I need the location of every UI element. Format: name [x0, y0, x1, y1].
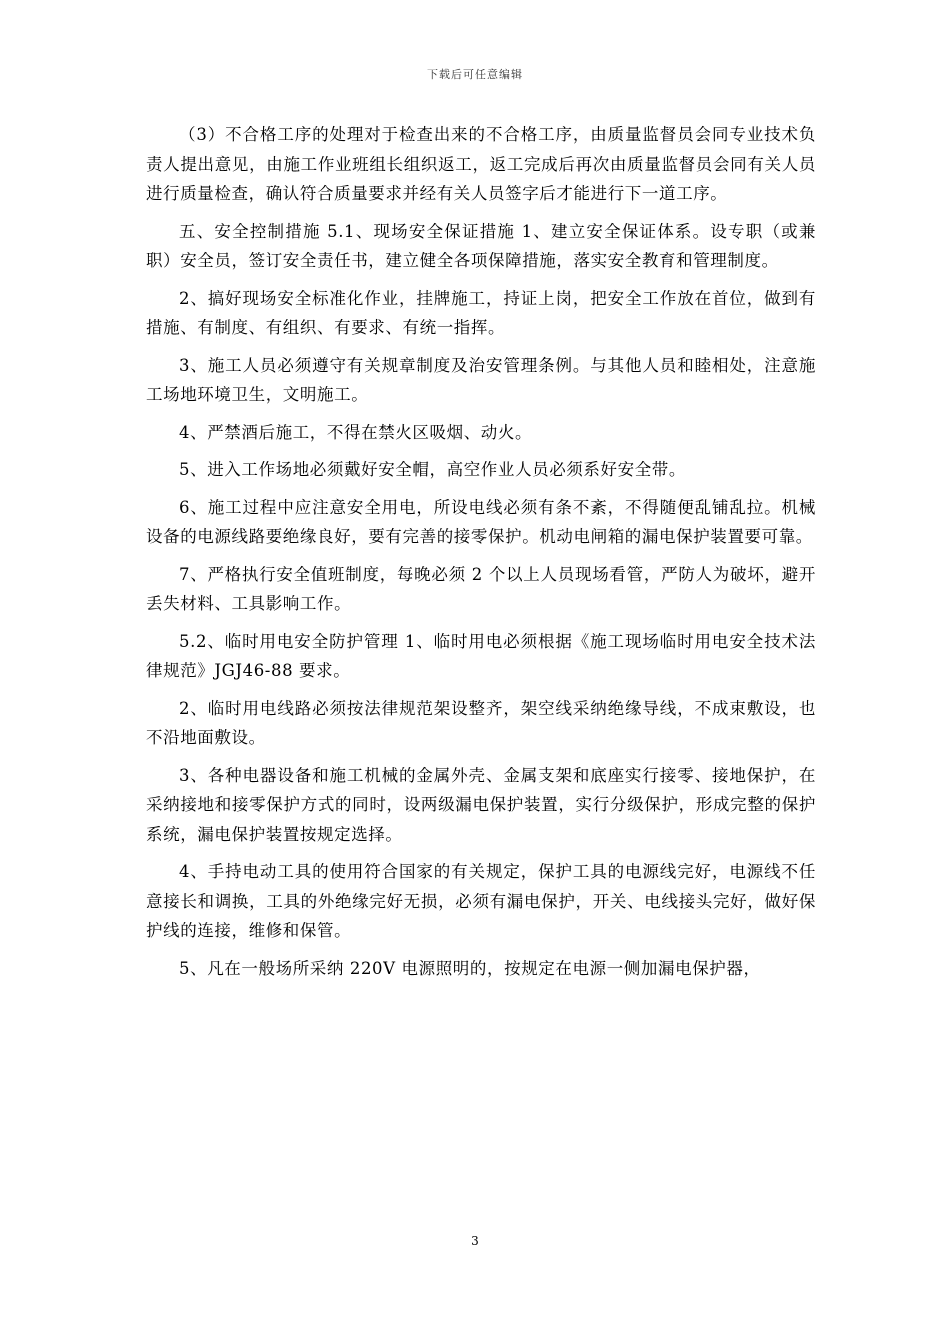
paragraph-temporary-power: 5.2、临时用电安全防护管理 1、临时用电必须根据《施工现场临时用电安全技术法律规范》JGJ46-88 要求。: [146, 631, 816, 680]
paragraph-grounding: 3、各种电器设备和施工机械的金属外壳、金属支架和底座实行接零、接地保护，在采纳接地和接零保护方式的同时，设两级漏电保护装置，实行分级保护，形成完整的保护系统，漏电保护装置按规定选择。: [146, 765, 816, 844]
page-header: 下载后可任意编辑: [427, 68, 523, 81]
paragraph-helmet: 5、进入工作场地必须戴好安全帽，高空作业人员必须系好安全带。: [179, 460, 686, 479]
paragraph-power-tools: 4、手持电动工具的使用符合国家的有关规定，保护工具的电源线完好，电源线不任意接长和调换，工具的外绝缘完好无损，必须有漏电保护，开关、电线接头完好，做好保护线的连接，维修和保管。: [146, 862, 816, 940]
paragraph-electrical-safety: 6、施工过程中应注意安全用电，所设电线必须有条不紊，不得随便乱铺乱拉。机械设备的电源线路要绝缘良好，要有完善的接零保护。机动电闸箱的漏电保护装置要可靠。: [146, 497, 816, 546]
paragraph-nonconforming-process: （3）不合格工序的处理对于检查出来的不合格工序，由质量监督员会同专业技术负责人提出意见，由施工作业班组长组织返工，返工完成后再次由质量监督员会同有关人员进行质量检查，确认符合质量要求并经有关人员签字后才能进行下一道工序。: [146, 125, 816, 203]
paragraph-rules-compliance: 3、施工人员必须遵守有关规章制度及治安管理条例。与其他人员和睦相处，注意施工场地环境卫生，文明施工。: [146, 355, 816, 404]
paragraph-safety-control-measures: 五、安全控制措施 5.1、现场安全保证措施 1、建立安全保证体系。设专职（或兼职）安全员，签订安全责任书，建立健全各项保障措施，落实安全教育和管理制度。: [146, 221, 816, 270]
document-body: [146, 120, 816, 991]
paragraph-lighting: 5、凡在一般场所采纳 220V 电源照明的，按规定在电源一侧加漏电保护器，: [179, 958, 761, 978]
paragraph-power-lines: 2、临时用电线路必须按法律规范架设整齐，架空线采纳绝缘导线，不成束敷设，也不沿地面敷设。: [146, 698, 816, 747]
paragraph-no-drinking: 4、严禁酒后施工，不得在禁火区吸烟、动火。: [179, 422, 533, 442]
paragraph-duty-system: 7、严格执行安全值班制度，每晚必须 2 个以上人员现场看管，严防人为破坏，避开丢失材料、工具影响工作。: [146, 564, 816, 613]
page-number: 3: [471, 1234, 479, 1248]
paragraph-standardized-operation: 2、搞好现场安全标准化作业，挂牌施工，持证上岗，把安全工作放在首位，做到有措施、有制度、有组织、有要求、有统一指挥。: [146, 288, 816, 337]
